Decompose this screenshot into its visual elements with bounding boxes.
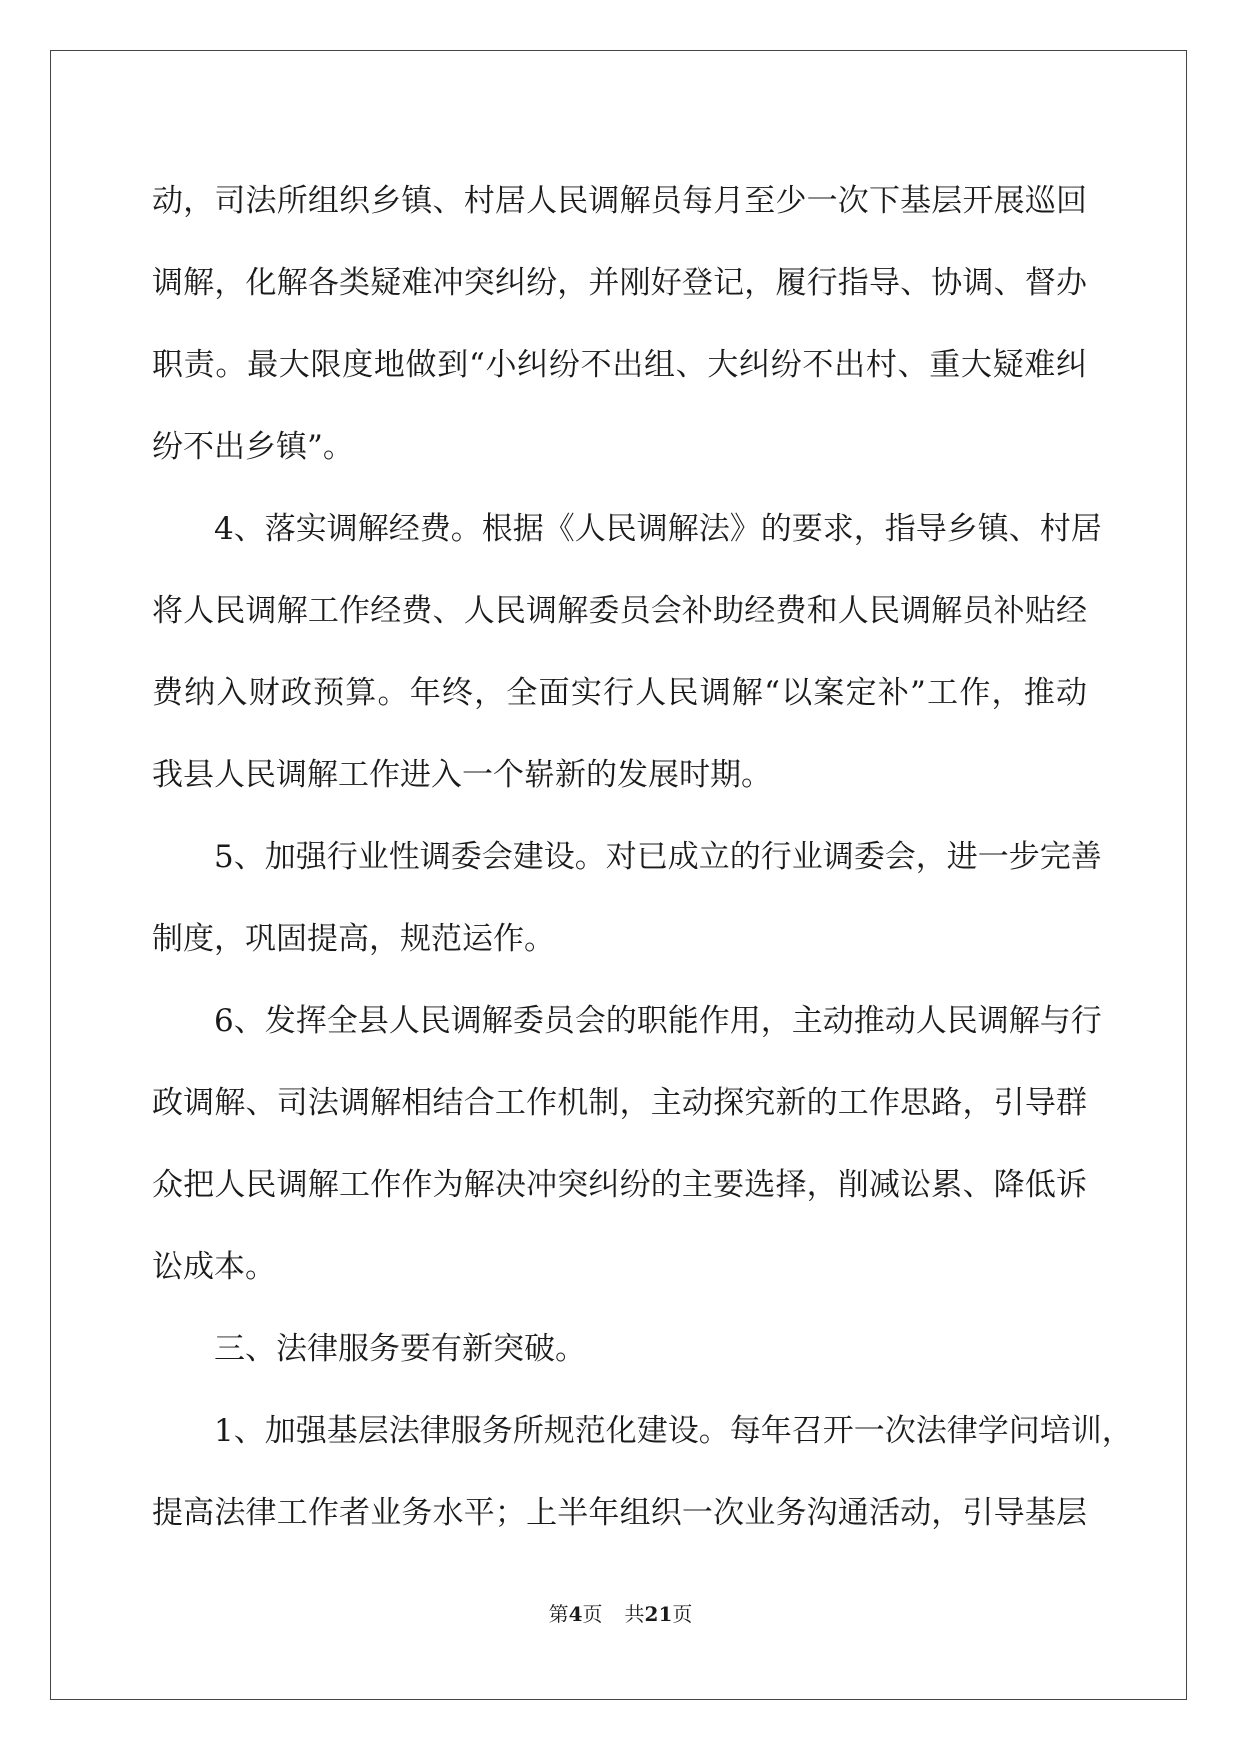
total-prefix: 共 <box>624 1602 645 1626</box>
text-line: 我县人民调解工作进入一个崭新的发展时期。 <box>152 757 772 793</box>
total-pages: 21 <box>644 1602 673 1626</box>
text-line: 将人民调解工作经费、人民调解委员会补助经费和人民调解员补贴经 <box>152 593 1087 629</box>
text-line: 5、加强行业性调委会建设。对已成立的行业调委会，进一步完善 <box>214 839 1102 875</box>
page-number: 4 <box>568 1602 583 1626</box>
section-heading: 三、法律服务要有新突破。 <box>214 1331 586 1367</box>
page-suffix: 页 <box>582 1602 603 1626</box>
text-line: 4、落实调解经费。根据《人民调解法》的要求，指导乡镇、村居 <box>214 511 1102 547</box>
text-line: 费纳入财政预算。年终，全面实行人民调解“以案定补”工作，推动 <box>152 675 1087 711</box>
text-line: 制度，巩固提高，规范运作。 <box>152 921 555 957</box>
text-line: 6、发挥全县人民调解委员会的职能作用，主动推动人民调解与行 <box>214 1003 1102 1039</box>
text-line: 职责。最大限度地做到“小纠纷不出组、大纠纷不出村、重大疑难纠 <box>152 347 1087 383</box>
text-line: 1、加强基层法律服务所规范化建设。每年召开一次法律学问培训， <box>214 1413 1133 1449</box>
text-line: 动，司法所组织乡镇、村居人民调解员每月至少一次下基层开展巡回 <box>152 183 1087 219</box>
text-line: 纷不出乡镇”。 <box>152 429 354 465</box>
page-footer <box>0 1598 1241 1627</box>
page-prefix: 第 <box>548 1602 569 1626</box>
text-line: 讼成本。 <box>152 1249 276 1285</box>
text-line: 调解，化解各类疑难冲突纠纷，并刚好登记，履行指导、协调、督办 <box>152 265 1087 301</box>
document-body <box>152 160 1133 1554</box>
total-suffix: 页 <box>672 1602 693 1626</box>
text-line: 众把人民调解工作作为解决冲突纠纷的主要选择，削减讼累、降低诉 <box>152 1167 1087 1203</box>
text-line: 政调解、司法调解相结合工作机制，主动探究新的工作思路，引导群 <box>152 1085 1087 1121</box>
text-line: 提高法律工作者业务水平；上半年组织一次业务沟通活动，引导基层 <box>152 1495 1087 1531</box>
